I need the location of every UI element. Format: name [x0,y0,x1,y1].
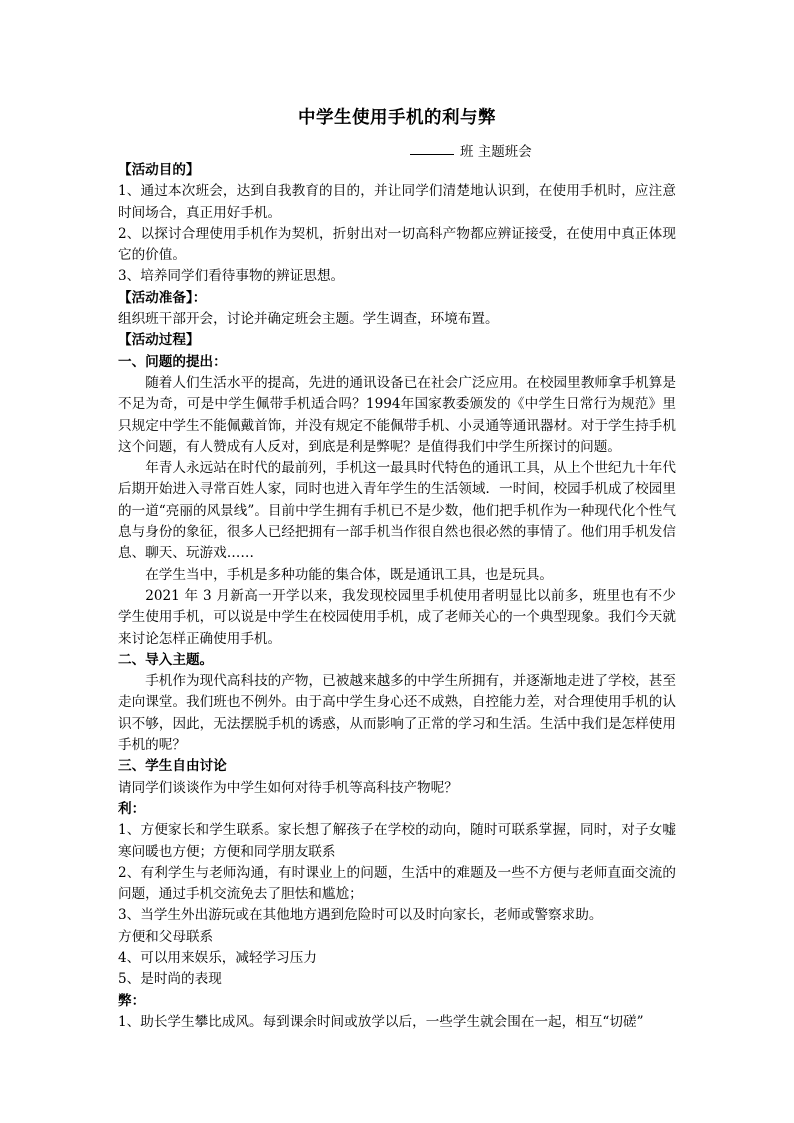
pro-item-2: 2、有利学生与老师沟通，有时课业上的问题，生活中的难题及一些不方便与老师直面交流的问题，通过手机交流免去了胆怯和尴尬； [118,864,676,903]
goal-heading: 【活动目的】 [118,162,200,178]
part1-paragraph-1: 随着人们生活水平的提高，先进的通讯设备已在社会广泛应用。在校园里教师拿手机算是不足为奇，可是中学生佩带手机适合吗？1994年国家教委颁发的《中学生日常行为规范》里只规定中学生不能佩戴首饰，并没有规定不能佩带手机、小灵通等通讯器材。对于学生持手机这个问题，有人赞成有人反对，到底是利是弊呢？是值得我们中学生所探讨的问题。 [118,374,676,455]
page-subtitle [410,140,532,160]
pros-heading: 利： [118,800,146,817]
class-blank-line [410,154,454,155]
goal-item-2: 2、以探讨合理使用手机作为契机，折射出对一切高科产物都应辨证接受，在使用中真正体现它的价值。 [118,225,676,264]
document-body [118,160,676,1033]
prep-text: 组织班干部开会，讨论并确定班会主题。学生调查，环境布置。 [118,311,499,328]
con-item-1: 1、助长学生攀比成风。每到课余时间或放学以后，一些学生就会围在一起，相互“切磋” [118,1013,644,1030]
pro-item-3: 3、当学生外出游玩或在其他地方遇到危险时可以及时向家长，老师或警察求助。 [118,907,603,924]
part1-paragraph-3: 在学生当中，手机是多种功能的集合体，既是通讯工具，也是玩具。 [145,566,553,583]
subtitle-text: 班 主题班会 [460,144,532,160]
pro-item-1: 1、方便家长和学生联系。家长想了解孩子在学校的动向，随时可联系掌握，同时，对子女嘘寒问暖也方便；方便和同学朋友联系 [118,822,676,860]
part3-question: 请同学们谈谈作为中学生如何对待手机等高科技产物呢？ [118,779,458,796]
process-heading: 【活动过程】 [118,332,200,349]
prep-heading: 【活动准备】： [118,289,207,306]
goal-item-3: 3、培养同学们看待事物的辨证思想。 [118,268,345,285]
part3-heading: 三、学生自由讨论 [118,758,227,775]
part2-heading: 二、导入主题。 [118,651,214,668]
cons-heading: 弊： [118,992,146,1009]
pro-item-4: 4、可以用来娱乐，减轻学习压力 [118,949,317,966]
pro-item-5: 5、是时尚的表现 [118,971,222,988]
pro-item-3-note: 方便和父母联系 [118,928,214,945]
page-title: 中学生使用手机的利与弊 [298,108,496,128]
goal-item-1: 1、通过本次班会，达到自我教育的目的，并让同学们清楚地认识到，在使用手机时，应注意时间场合，真正用好手机。 [118,183,676,221]
part2-paragraph-1: 手机作为现代高科技的产物，已被越来越多的中学生所拥有，并逐渐地走进了学校，甚至走向课堂。我们班也不例外。由于高中学生身心还不成熟，自控能力差，对合理使用手机的认识不够，因此，无法摆脱手机的诱惑，从而影响了正常的学习和生活。生活中我们是怎样使用手机的呢？ [118,673,676,754]
part1-heading: 一、问题的提出： [118,353,227,370]
part1-paragraph-2: 年青人永远站在时代的最前列，手机这一最具时代特色的通讯工具，从上个世纪九十年代后期开始进入寻常百姓人家，同时也进入青年学生的生活领域．一时间，校园手机成了校园里的一道“亮丽的风景线”。目前中学生拥有手机已不是少数，他们把手机作为一种现代化个性气息与身份的象征，很多人已经把拥有一部手机当作很自然也很必然的事情了。他们用手机发信息、聊天、玩游戏…… [118,460,676,562]
part1-paragraph-4: 2021 年 3 月新高一开学以来，我发现校园里手机使用者明显比以前多，班里也有不少学生使用手机，可以说是中学生在校园使用手机，成了老师关心的一个典型现象。我们今天就来讨论怎样正确使用手机。 [118,587,676,647]
